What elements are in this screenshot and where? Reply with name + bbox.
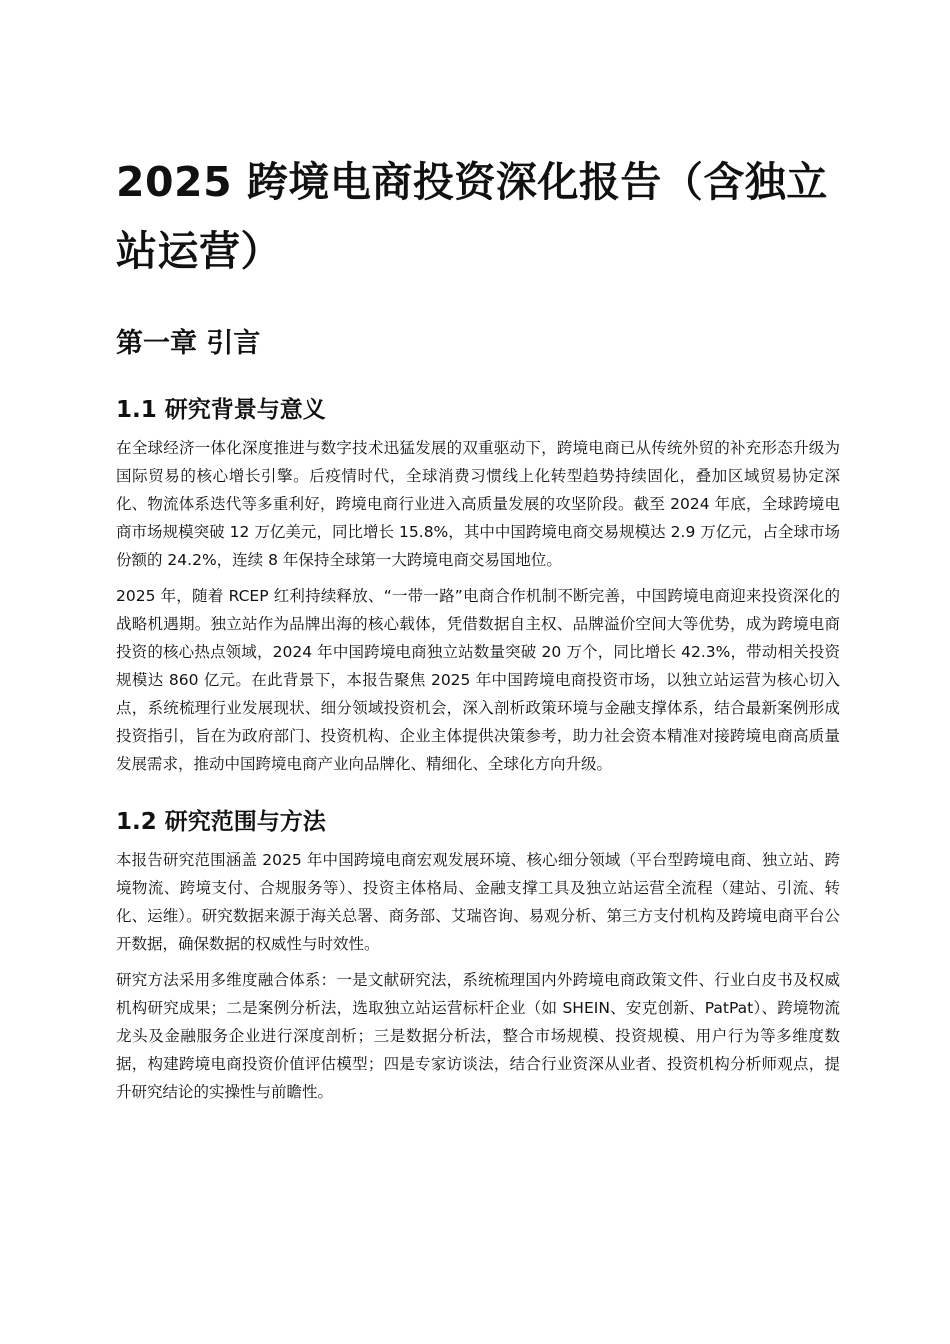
paragraph: 研究方法采用多维度融合体系：一是文献研究法，系统梳理国内外跨境电商政策文件、行业白皮书及权威机构研究成果；二是案例分析法，选取独立站运营标杆企业（如 SHEIN、安克创新、PatPat）、跨境物流龙头及金融服务企业进行深度剖析；三是数据分析法，整合市场规模、投资规模、用户行为等多维度数据，构建跨境电商投资价值评估模型；四是专家访谈法，结合行业资深从业者、投资机构分析师观点，提升研究结论的实操性与前瞻性。 — [116, 971, 840, 1101]
section-title-1-1: 1.1 研究背景与意义 — [116, 397, 326, 423]
paragraph: 2025 年，随着 RCEP 红利持续释放、“一带一路”电商合作机制不断完善，中国跨境电商迎来投资深化的战略机遇期。独立站作为品牌出海的核心载体，凭借数据自主权、品牌溢价空间大等优势，成为跨境电商投资的核心热点领域，2024 年中国跨境电商独立站数量突破 20 万个，同比增长 42.3%，带动相关投资规模达 860 亿元。在此背景下，本报告聚焦 2025 年中国跨境电商投资市场，以独立站运营为核心切入点，系统梳理行业发展现状、细分领域投资机会，深入剖析政策环境与金融支撑体系，结合最新案例形成投资指引，旨在为政府部门、投资机构、企业主体提供决策参考，助力社会资本精准对接跨境电商高质量发展需求，推动中国跨境电商产业向品牌化、精细化、全球化方向升级。 — [116, 587, 840, 773]
paragraph: 本报告研究范围涵盖 2025 年中国跨境电商宏观发展环境、核心细分领域（平台型跨境电商、独立站、跨境物流、跨境支付、合规服务等）、投资主体格局、金融支撑工具及独立站运营全流程（建站、引流、转化、运维）。研究数据来源于海关总署、商务部、艾瑞咨询、易观分析、第三方支付机构及跨境电商平台公开数据，确保数据的权威性与时效性。 — [116, 851, 840, 953]
section-title-1-2: 1.2 研究范围与方法 — [116, 809, 326, 835]
chapter-title: 第一章 引言 — [116, 328, 261, 359]
document-title: 2025 跨境电商投资深化报告（含独立站运营） — [116, 158, 828, 275]
document-page — [116, 148, 840, 1106]
paragraph: 在全球经济一体化深度推进与数字技术迅猛发展的双重驱动下，跨境电商已从传统外贸的补充形态升级为国际贸易的核心增长引擎。后疫情时代，全球消费习惯线上化转型趋势持续固化，叠加区域贸易协定深化、物流体系迭代等多重利好，跨境电商行业进入高质量发展的攻坚阶段。截至 2024 年底，全球跨境电商市场规模突破 12 万亿美元，同比增长 15.8%，其中中国跨境电商交易规模达 2.9 万亿元，占全球市场份额的 24.2%，连续 8 年保持全球第一大跨境电商交易国地位。 — [116, 439, 840, 569]
